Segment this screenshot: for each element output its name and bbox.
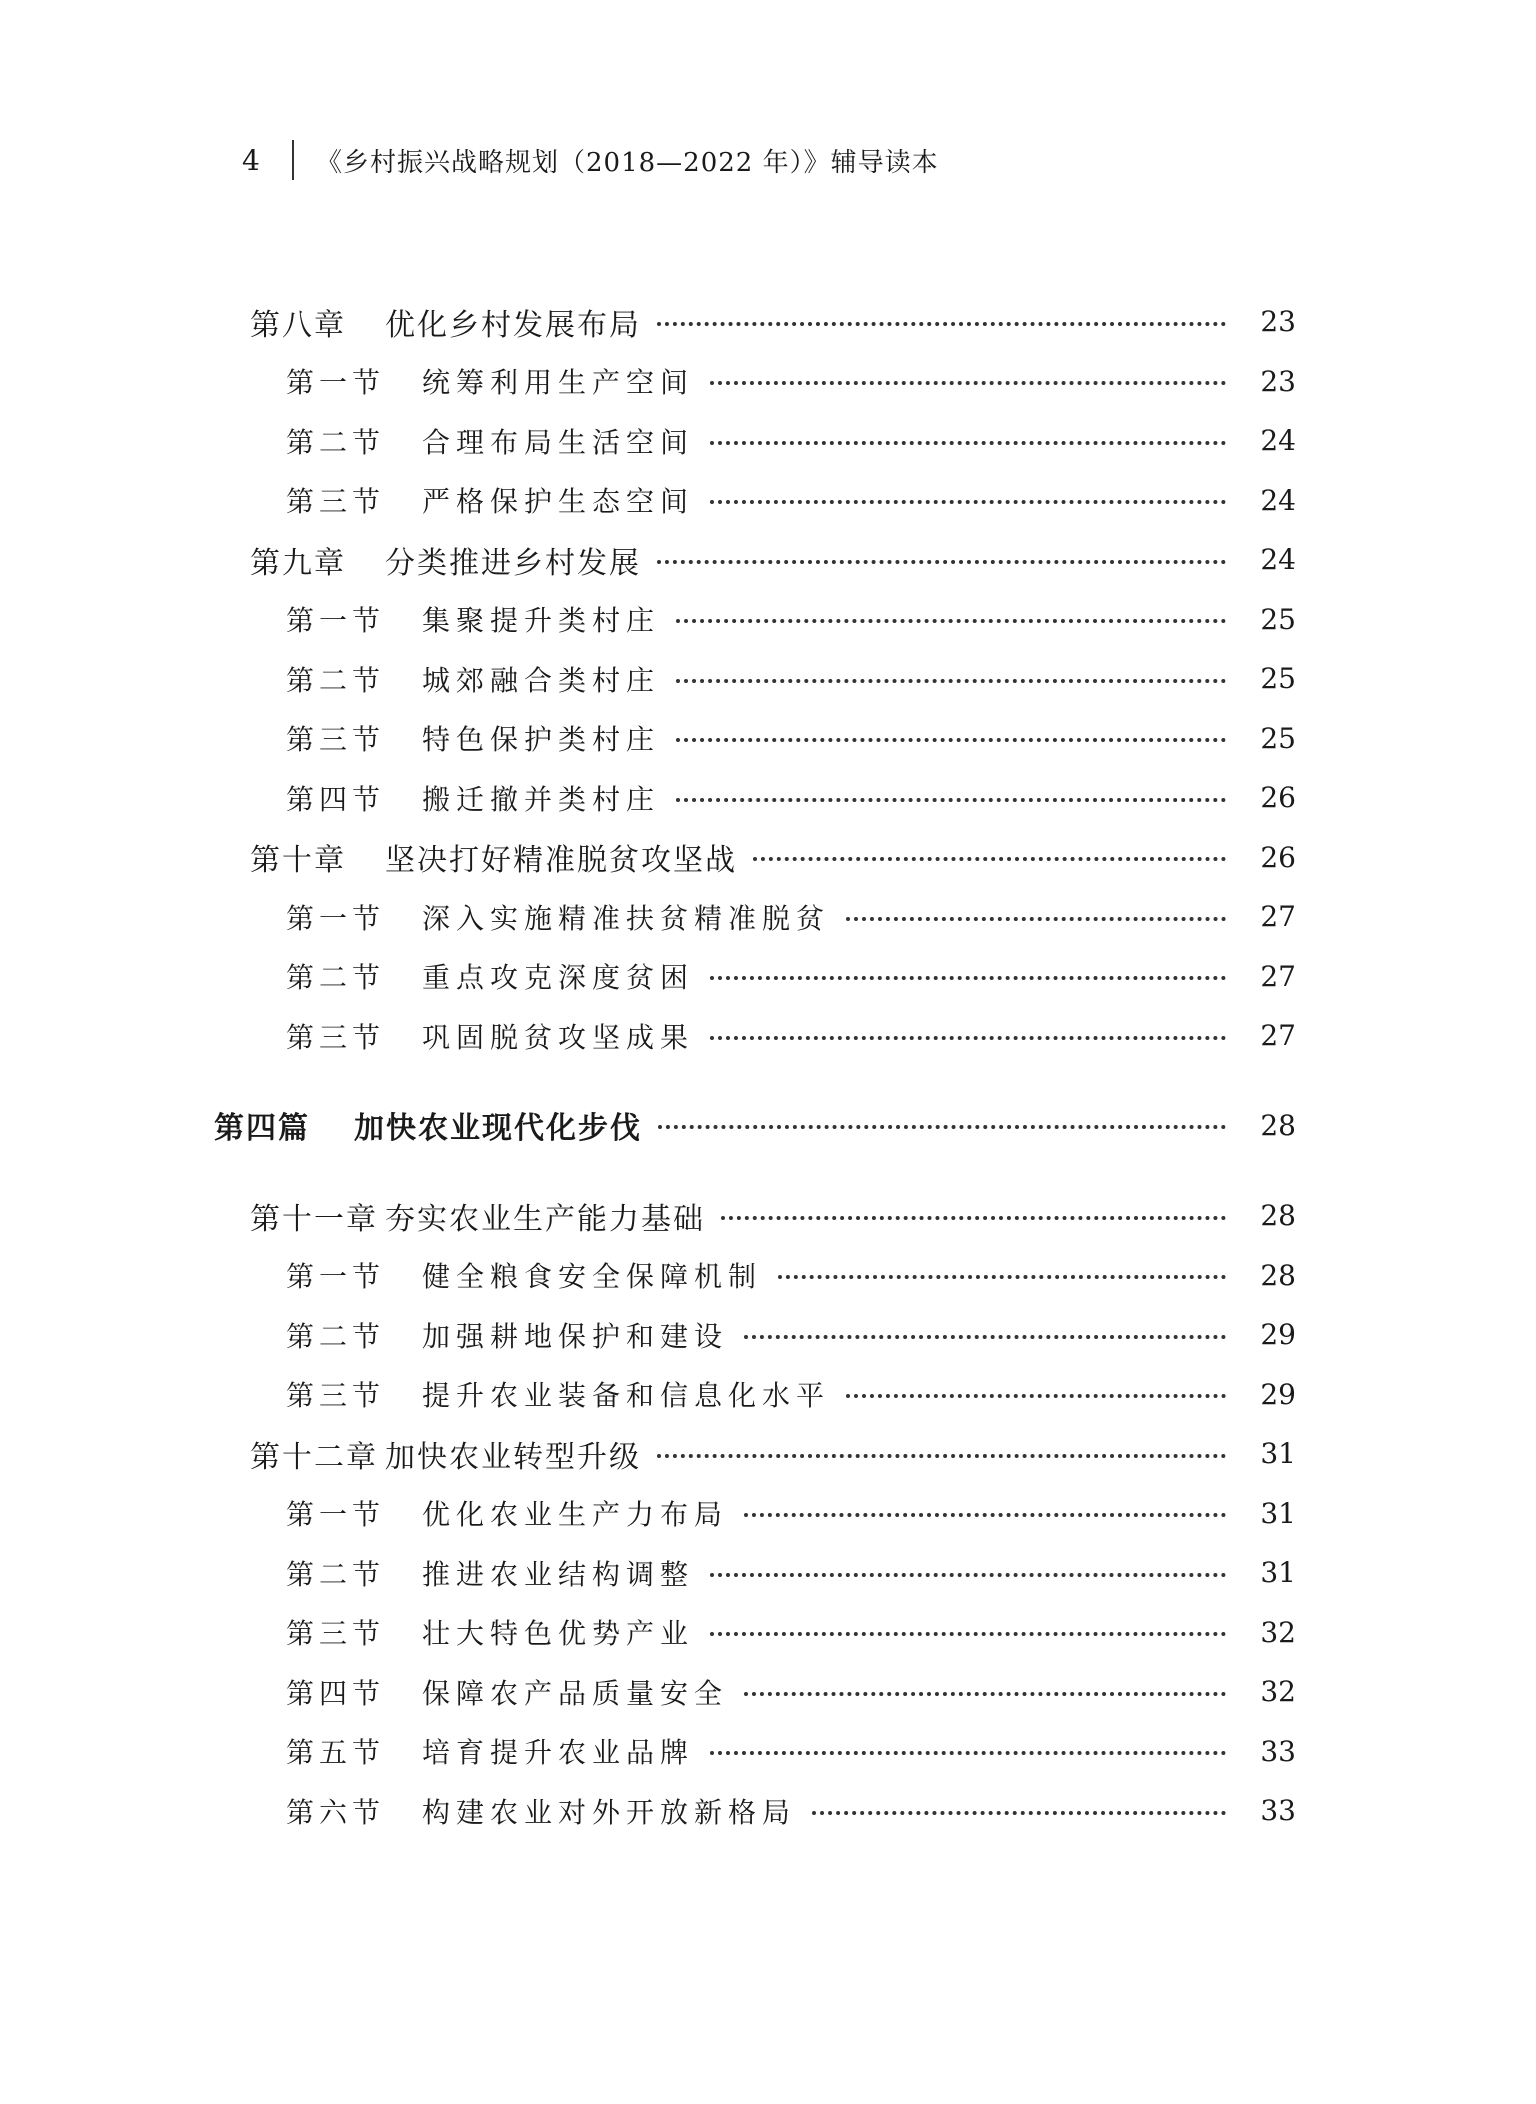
toc-entry-title: 加快农业转型升级 [385,1439,641,1475]
toc-entry-section[interactable] [0,1781,1536,1841]
toc-entry-title: 加强耕地保护和建设 [422,1319,729,1353]
toc-entry-number: 第三节 [286,723,386,757]
dot-leader [744,1513,1226,1517]
toc-entry-label [214,1103,648,1147]
toc-entry-title: 夯实农业生产能力基础 [385,1201,705,1237]
dot-leader [657,560,1226,564]
toc-entry-number: 第一节 [286,604,386,638]
toc-entry-number: 第三节 [286,1020,386,1054]
dot-leader [676,798,1226,802]
toc-entry-number: 第二节 [286,663,386,697]
toc-entry-section[interactable] [0,411,1536,471]
toc-entry-page: 23 [1260,364,1296,398]
toc-entry-label [286,1612,700,1652]
toc-entry-title: 深入实施精准扶贫精准脱贫 [422,901,831,935]
toc-entry-page: 25 [1260,662,1296,696]
toc-entry-page: 24 [1260,483,1296,517]
toc-entry-section[interactable] [0,352,1536,412]
toc-entry-number: 第四篇 [214,1111,310,1147]
toc-entry-section[interactable] [0,1484,1536,1544]
toc-entry-number: 第五节 [286,1736,386,1770]
toc-entry-number: 第二节 [286,1319,386,1353]
toc-entry-chapter[interactable] [0,1186,1536,1246]
toc-entry-label [286,599,666,639]
dot-leader [676,679,1226,683]
dot-leader [778,1275,1226,1279]
toc-entry-page: 27 [1260,959,1296,993]
dot-leader [658,1125,1226,1129]
toc-entry-number: 第三节 [286,1617,386,1651]
toc-entry-title: 巩固脱贫攻坚成果 [422,1020,695,1054]
toc-entry-title: 健全粮食安全保障机制 [422,1260,763,1294]
toc-entry-page: 26 [1260,781,1296,815]
toc-entry-label [286,361,700,401]
toc-entry-title: 统筹利用生产空间 [422,366,695,400]
dot-leader [721,1216,1226,1220]
toc-entry-number: 第八章 [250,307,346,343]
toc-entry-section[interactable] [0,947,1536,1007]
header-divider [292,140,294,180]
toc-entry-number: 第一节 [286,1498,386,1532]
toc-entry-section[interactable] [0,649,1536,709]
toc-entry-title: 重点攻克深度贫困 [422,961,695,995]
toc-entry-title: 合理布局生活空间 [422,425,695,459]
toc-entry-page: 31 [1260,1437,1296,1471]
toc-entry-page: 31 [1260,1496,1296,1530]
toc-entry-page: 24 [1260,424,1296,458]
toc-entry-title: 壮大特色优势产业 [422,1617,695,1651]
toc-entry-label [286,659,666,699]
toc-entry-label [250,1432,647,1476]
toc-entry-label [250,538,647,582]
toc-entry-page: 23 [1260,305,1296,339]
toc-entry-section[interactable] [0,768,1536,828]
dot-leader [710,976,1226,980]
toc-entry-number: 第十一章 [250,1201,378,1237]
toc-entry-label [286,897,836,937]
toc-entry-section[interactable] [0,709,1536,769]
toc-entry-title: 特色保护类村庄 [422,723,661,757]
toc-entry-page: 32 [1260,1615,1296,1649]
toc-entry-title: 提升农业装备和信息化水平 [422,1379,831,1413]
toc-entry-page: 33 [1260,1734,1296,1768]
toc-entry-label [286,480,700,520]
dot-leader [846,917,1226,921]
running-title: 《乡村振兴战略规划（2018—2022 年）》辅导读本 [316,147,939,178]
toc-entry-chapter[interactable] [0,828,1536,888]
page-number: 4 [242,143,260,177]
toc-entry-page: 26 [1260,840,1296,874]
toc-entry-section[interactable] [0,1365,1536,1425]
toc-entry-number: 第二节 [286,1557,386,1591]
toc-entry-page: 33 [1260,1794,1296,1828]
toc-entry-number: 第六节 [286,1795,386,1829]
toc-entry-section[interactable] [0,471,1536,531]
dot-leader [710,441,1226,445]
toc-entry-number: 第一节 [286,901,386,935]
toc-entry-section[interactable] [0,1305,1536,1365]
dot-leader [657,322,1226,326]
toc-entry-label [286,1731,700,1771]
toc-entry-label [286,1791,802,1831]
dot-leader [710,500,1226,504]
toc-entry-page: 29 [1260,1377,1296,1411]
toc-entry-title: 集聚提升类村庄 [422,604,661,638]
toc-entry-page: 28 [1260,1199,1296,1233]
toc-entry-label [250,835,743,879]
toc-entry-label [286,421,700,461]
dot-leader [657,1454,1226,1458]
toc-entry-section[interactable] [0,1662,1536,1722]
toc-entry-title: 保障农产品质量安全 [422,1676,729,1710]
toc-entry-section[interactable] [0,887,1536,947]
toc-entry-number: 第三节 [286,485,386,519]
toc-entry-label [250,1194,711,1238]
dot-leader [710,1036,1226,1040]
toc-entry-label [286,1493,734,1533]
toc-entry-number: 第九章 [250,545,346,581]
dot-leader [753,857,1226,861]
dot-leader [676,738,1226,742]
toc-entry-label [286,1553,700,1593]
toc-entry-section[interactable] [0,1603,1536,1663]
toc-entry-title: 优化乡村发展布局 [385,307,641,343]
toc-entry-title: 坚决打好精准脱贫攻坚战 [385,843,737,879]
dot-leader [710,381,1226,385]
toc-entry-title: 优化农业生产力布局 [422,1498,729,1532]
toc-entry-title: 搬迁撤并类村庄 [422,782,661,816]
toc-entry-number: 第一节 [286,1260,386,1294]
toc-entry-number: 第四节 [286,782,386,816]
toc-entry-page: 31 [1260,1556,1296,1590]
dot-leader [846,1394,1226,1398]
dot-leader [812,1811,1226,1815]
toc-entry-number: 第二节 [286,961,386,995]
toc-entry-page: 29 [1260,1318,1296,1352]
dot-leader [710,1573,1226,1577]
toc-entry-chapter[interactable] [0,1424,1536,1484]
toc-entry-number: 第一节 [286,366,386,400]
toc-entry-title: 分类推进乡村发展 [385,545,641,581]
table-of-contents [0,292,1536,1841]
toc-entry-page: 27 [1260,900,1296,934]
toc-entry-label [286,956,700,996]
toc-entry-title: 推进农业结构调整 [422,1557,695,1591]
toc-entry-page: 28 [1260,1258,1296,1292]
toc-entry-number: 第十章 [250,843,346,879]
toc-entry-section[interactable] [0,1246,1536,1306]
toc-entry-number: 第四节 [286,1676,386,1710]
toc-entry-section[interactable] [0,1006,1536,1066]
toc-entry-label [286,1016,700,1056]
toc-entry-number: 第十二章 [250,1439,378,1475]
toc-entry-page: 25 [1260,721,1296,755]
dot-leader [676,619,1226,623]
dot-leader [710,1751,1226,1755]
toc-entry-title: 培育提升农业品牌 [422,1736,695,1770]
toc-entry-title: 加快农业现代化步伐 [354,1111,642,1147]
dot-leader [744,1692,1226,1696]
dot-leader [744,1335,1226,1339]
toc-entry-number: 第三节 [286,1379,386,1413]
toc-entry-label [286,718,666,758]
toc-entry-label [286,1374,836,1414]
toc-entry-page: 28 [1260,1108,1296,1142]
toc-entry-label [286,1255,768,1295]
toc-entry-label [286,778,666,818]
toc-entry-title: 构建农业对外开放新格局 [422,1795,797,1829]
toc-entry-section[interactable] [0,1543,1536,1603]
running-header [242,140,939,180]
toc-entry-label [286,1315,734,1355]
toc-entry-label [250,300,647,344]
toc-entry-title: 城郊融合类村庄 [422,663,661,697]
toc-entry-label [286,1672,734,1712]
toc-entry-part[interactable] [0,1096,1536,1156]
toc-entry-chapter[interactable] [0,292,1536,352]
toc-entry-page: 25 [1260,602,1296,636]
dot-leader [710,1632,1226,1636]
toc-entry-section[interactable] [0,1722,1536,1782]
toc-entry-page: 24 [1260,543,1296,577]
toc-entry-chapter[interactable] [0,530,1536,590]
toc-entry-page: 32 [1260,1675,1296,1709]
toc-entry-page: 27 [1260,1019,1296,1053]
toc-entry-number: 第二节 [286,425,386,459]
toc-entry-title: 严格保护生态空间 [422,485,695,519]
toc-entry-section[interactable] [0,590,1536,650]
